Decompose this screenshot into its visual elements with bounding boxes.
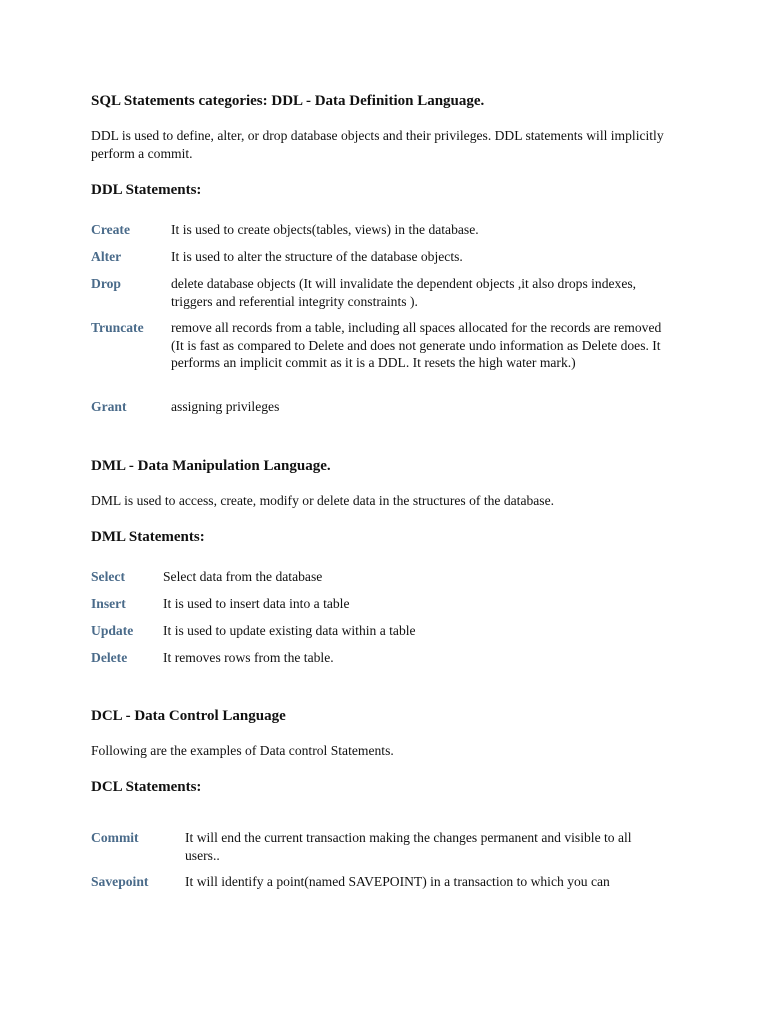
dml-term-update: Update	[91, 623, 134, 638]
ddl-desc-drop: delete database objects (It will invalidate the dependent objects ,it also drops indexes, triggers and referential integrity constraints ).	[171, 276, 637, 309]
dcl-term-savepoint: Savepoint	[91, 874, 149, 889]
dcl-desc-savepoint: It will identify a point(named SAVEPOINT) in a transaction to which you can	[185, 874, 610, 889]
dml-term-delete: Delete	[91, 650, 128, 665]
ddl-desc-grant: assigning privileges	[171, 399, 280, 414]
dcl-statements-heading: DCL Statements:	[91, 779, 202, 795]
dml-term-insert: Insert	[91, 596, 126, 611]
ddl-term-create: Create	[91, 222, 130, 237]
dml-desc-select: Select data from the database	[163, 569, 323, 584]
dml-intro: DML is used to access, create, modify or delete data in the structures of the database.	[91, 493, 555, 508]
ddl-term-truncate: Truncate	[91, 320, 144, 335]
ddl-section-title: SQL Statements categories: DDL - Data Definition Language.	[91, 93, 485, 109]
dcl-section-title: DCL - Data Control Language	[91, 708, 286, 724]
dcl-intro: Following are the examples of Data control Statements.	[91, 743, 394, 758]
ddl-statements-heading: DDL Statements:	[91, 182, 202, 198]
ddl-term-alter: Alter	[91, 249, 122, 264]
ddl-intro: DDL is used to define, alter, or drop database objects and their privileges. DDL statements will implicitly perform a commit.	[91, 128, 664, 161]
dml-statements-heading: DML Statements:	[91, 529, 205, 545]
dml-desc-insert: It is used to insert data into a table	[163, 596, 350, 611]
ddl-desc-create: It is used to create objects(tables, views) in the database.	[171, 222, 479, 237]
ddl-desc-alter: It is used to alter the structure of the database objects.	[171, 249, 463, 264]
dml-term-select: Select	[91, 569, 125, 584]
ddl-term-grant: Grant	[91, 399, 127, 414]
dcl-desc-commit: It will end the current transaction making the changes permanent and visible to all users..	[185, 830, 632, 863]
ddl-desc-truncate: remove all records from a table, including all spaces allocated for the records are removed (It is fast as compared to Delete and does not generate undo information as Delete does. It performs an implicit commit as it is a DDL. It resets the high water mark.)	[171, 320, 662, 370]
dml-section-title: DML - Data Manipulation Language.	[91, 458, 331, 474]
dcl-term-commit: Commit	[91, 830, 139, 845]
dml-desc-update: It is used to update existing data within a table	[163, 623, 416, 638]
ddl-term-drop: Drop	[91, 276, 121, 291]
dml-desc-delete: It removes rows from the table.	[163, 650, 334, 665]
